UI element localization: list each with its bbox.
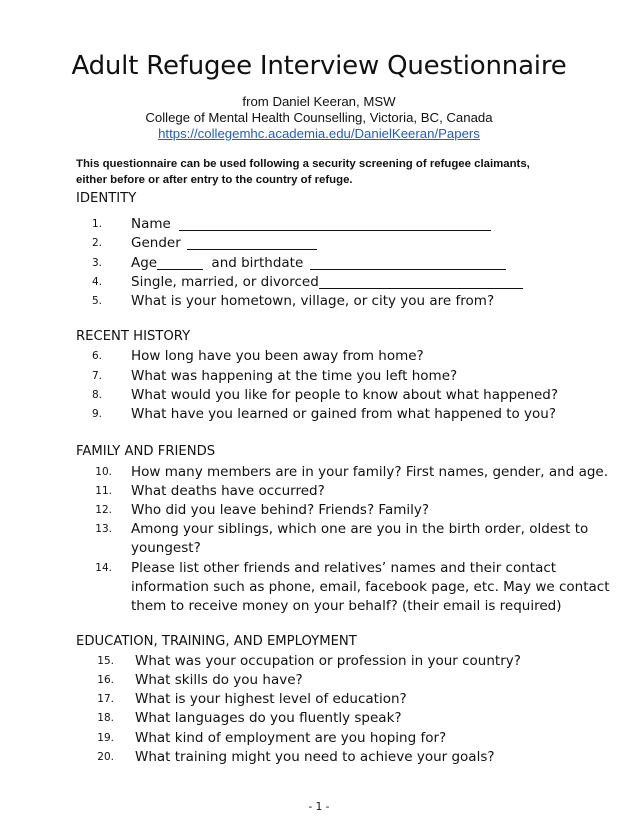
intro-line-2: either before or after entry to the country of refuge. [76, 174, 353, 186]
question-text: Who did you leave behind? Friends? Family? [131, 502, 430, 518]
marital-status-answer-line[interactable] [319, 274, 523, 289]
question-text-continued: them to receive money on your behalf? (their email is required) [131, 598, 562, 614]
question-text: Age [131, 255, 158, 271]
question-number: 16. [97, 674, 114, 686]
source-url-link[interactable]: https://collegemhc.academia.edu/DanielKeeran/Papers [158, 126, 480, 141]
question-text: Name [131, 216, 171, 232]
question-text: What have you learned or gained from what happened to you? [131, 406, 557, 422]
question-text-birthdate: and birthdate [211, 255, 304, 271]
gender-answer-line[interactable] [187, 235, 317, 250]
question-number: 20. [97, 751, 114, 763]
birthdate-answer-line[interactable] [310, 255, 506, 270]
question-name [131, 215, 491, 234]
question-number: 9. [91, 408, 102, 420]
question-text: Gender [131, 235, 181, 251]
question-text: How many members are in your family? First names, gender, and age. [131, 464, 609, 480]
question-age [131, 254, 506, 273]
question-gender [131, 234, 317, 253]
question-number: 13. [95, 523, 112, 535]
author-line: from Daniel Keeran, MSW [242, 94, 396, 109]
question-text: What kind of employment are you hoping for? [135, 730, 447, 746]
question-text: What training might you need to achieve your goals? [135, 749, 495, 765]
question-number: 18. [97, 712, 114, 724]
age-answer-line[interactable] [157, 255, 203, 270]
question-text-continued: information such as phone, email, facebook page, etc. May we contact [131, 579, 610, 595]
institution-line: College of Mental Health Counselling, Victoria, BC, Canada [145, 110, 493, 125]
section-heading-recent-history: RECENT HISTORY [76, 329, 191, 344]
question-text-continued: youngest? [131, 540, 201, 556]
question-text: What would you like for people to know about what happened? [131, 387, 559, 403]
name-answer-line[interactable] [179, 216, 491, 231]
question-number: 11. [95, 485, 112, 497]
question-text: What deaths have occurred? [131, 483, 325, 499]
page-number: - 1 - [308, 801, 330, 813]
question-number: 14. [95, 562, 112, 574]
question-text: Single, married, or divorced [131, 274, 319, 290]
question-text: Among your siblings, which one are you in the birth order, oldest to [131, 521, 589, 537]
question-number: 7. [91, 370, 102, 382]
question-text: What was your occupation or profession in your country? [135, 653, 521, 669]
section-heading-identity: IDENTITY [76, 191, 137, 206]
question-number: 3. [91, 257, 102, 269]
question-number: 19. [97, 732, 114, 744]
section-heading-family-and-friends: FAMILY AND FRIENDS [76, 444, 216, 459]
question-number: 5. [91, 295, 102, 307]
question-number: 17. [97, 693, 114, 705]
question-number: 6. [91, 350, 102, 362]
section-heading-education: EDUCATION, TRAINING, AND EMPLOYMENT [76, 634, 357, 649]
question-number: 2. [91, 237, 102, 249]
question-text: How long have you been away from home? [131, 348, 424, 364]
question-number: 10. [95, 466, 112, 478]
question-text: What languages do you fluently speak? [135, 710, 402, 726]
question-marital-status [131, 273, 523, 292]
document-title: Adult Refugee Interview Questionnaire [71, 51, 567, 81]
question-number: 8. [91, 389, 102, 401]
question-text: Please list other friends and relatives’ names and their contact [131, 560, 557, 576]
question-text: What skills do you have? [135, 672, 303, 688]
question-number: 15. [97, 655, 114, 667]
question-text: What was happening at the time you left home? [131, 368, 458, 384]
question-text: What is your highest level of education? [135, 691, 407, 707]
question-text: What is your hometown, village, or city you are from? [131, 293, 495, 309]
question-number: 1. [91, 218, 102, 230]
question-number: 12. [95, 504, 112, 516]
question-number: 4. [91, 276, 102, 288]
intro-line-1: This questionnaire can be used following a security screening of refugee claimants, [76, 158, 530, 170]
